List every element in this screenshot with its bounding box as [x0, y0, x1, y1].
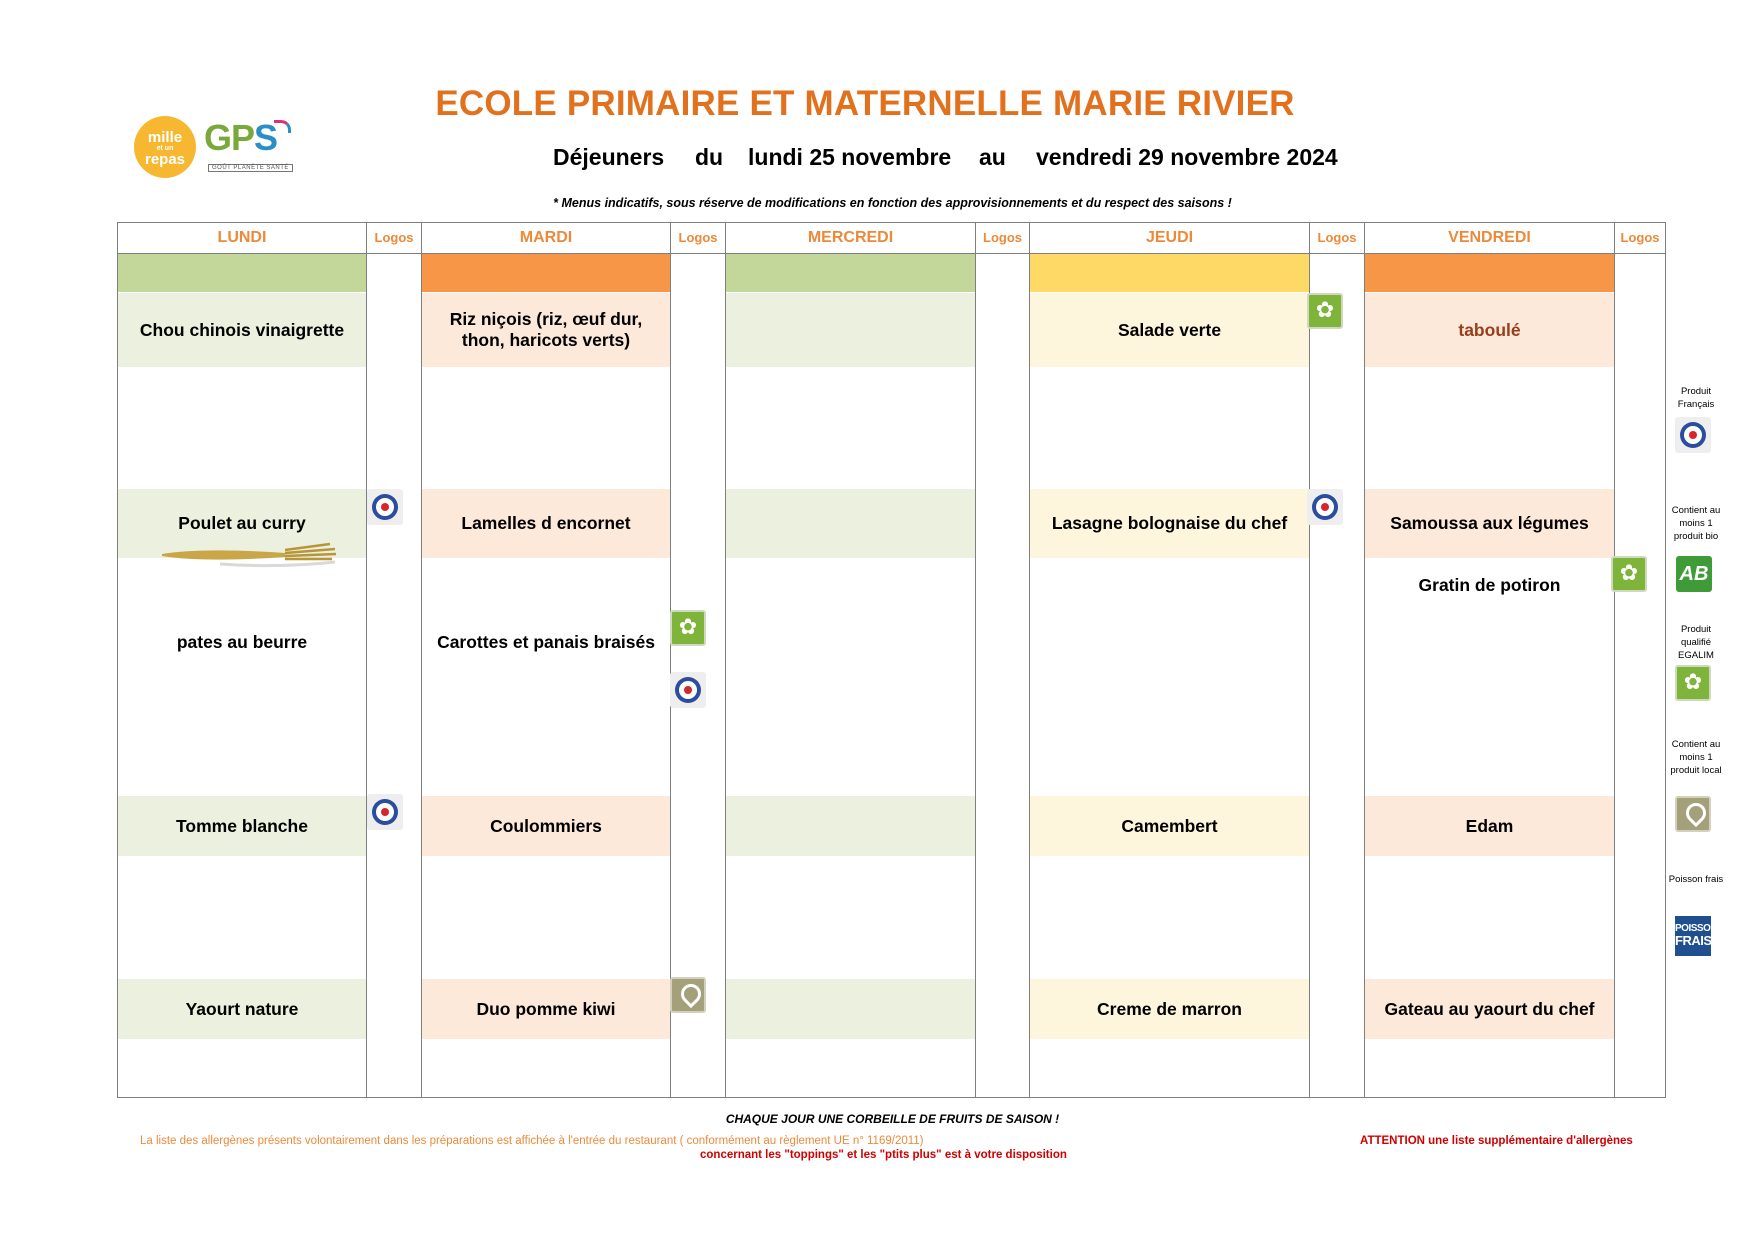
logos-header-mercredi: Logos [983, 230, 1022, 245]
mardi-plat: Lamelles d encornet [422, 489, 670, 558]
mardi-entree: Riz niçois (riz, œuf dur, thon, haricots verts) [422, 293, 670, 367]
attention-notice: ATTENTION une liste supplémentaire d'allergènes [1360, 1135, 1633, 1147]
subtitle-au: au [979, 144, 1006, 170]
lundi-entree: Chou chinois vinaigrette [118, 293, 366, 367]
organic-ab-icon: AB [1676, 556, 1712, 592]
mercredi-dessert [726, 979, 975, 1039]
gps-logo [204, 117, 294, 172]
french-product-icon [670, 672, 706, 708]
band-mercredi [726, 254, 975, 292]
lundi-accompagnement: pates au beurre [176, 632, 308, 652]
day-header-vendredi: VENDREDI [1448, 229, 1531, 246]
disclaimer: * Menus indicatifs, sous réserve de modifications en fonction des approvisionnements et du respect des saisons ! [553, 196, 1232, 210]
jeudi-entree: Salade verte [1030, 293, 1309, 367]
golden-fork-icon [160, 540, 340, 570]
mardi-dessert: Duo pomme kiwi [422, 979, 670, 1039]
gps-tagline: GOÛT PLANÈTE SANTÉ [208, 164, 293, 172]
local-pin-icon [670, 977, 706, 1013]
logo-mille-line3: repas [144, 151, 186, 168]
egalim-icon: ✿ [1611, 556, 1647, 592]
french-product-icon [1307, 489, 1343, 525]
logos-header-lundi: Logos [374, 230, 414, 245]
legend-poisson-label: Poisson frais [1668, 874, 1724, 885]
subtitle-start-date: lundi 25 novembre [748, 144, 952, 170]
day-header-mardi: MARDI [519, 229, 573, 246]
jeudi-plat: Lasagne bolognaise du chef [1030, 489, 1309, 558]
subtitle-end-date: vendredi 29 novembre 2024 [1036, 144, 1338, 170]
egalim-icon: ✿ [670, 610, 706, 646]
mercredi-plat [726, 489, 975, 558]
vendredi-dessert: Gateau au yaourt du chef [1365, 979, 1614, 1039]
fresh-fish-icon [1675, 916, 1718, 956]
gps-logo-a: GP [204, 117, 255, 158]
fish-mark-1: POISSON [1675, 923, 1718, 934]
day-header-lundi: LUNDI [217, 229, 267, 246]
gps-logo-b: S [254, 117, 278, 158]
jeudi-fromage: Camembert [1030, 796, 1309, 856]
day-header-jeudi: JEUDI [1145, 229, 1194, 246]
vendredi-fromage: Edam [1365, 796, 1614, 856]
mercredi-entree [726, 293, 975, 367]
local-pin-icon [1675, 796, 1711, 832]
egalim-icon: ✿ [1675, 665, 1711, 701]
vendredi-accompagnement: Gratin de potiron [1418, 575, 1561, 595]
fish-mark-2: FRAIS [1675, 933, 1712, 948]
logo-mille-line1: mille [147, 129, 183, 146]
french-product-icon [367, 489, 403, 525]
lundi-dessert: Yaourt nature [118, 979, 366, 1039]
vendredi-plat: Samoussa aux légumes [1365, 489, 1614, 558]
jeudi-dessert: Creme de marron [1030, 979, 1309, 1039]
mercredi-fromage [726, 796, 975, 856]
subtitle-dejeuners: Déjeuners [553, 144, 665, 170]
mardi-accompagnement: Carottes et panais braisés [437, 632, 655, 652]
french-product-icon [1675, 417, 1711, 453]
band-vendredi [1365, 254, 1614, 292]
subtitle-du: du [695, 144, 724, 170]
legend-egalim-label: Produit qualifié EGALIM [1678, 624, 1714, 661]
lundi-fromage: Tomme blanche [118, 796, 366, 856]
page-title: ECOLE PRIMAIRE ET MATERNELLE MARIE RIVIER [435, 84, 1295, 123]
band-mardi [422, 254, 670, 292]
egalim-icon: ✿ [1307, 293, 1343, 329]
legend-local-label: Contient au moins 1 produit local [1670, 739, 1722, 776]
mardi-fromage: Coulommiers [422, 796, 670, 856]
logos-header-mardi: Logos [678, 230, 718, 245]
allergens-notice: La liste des allergènes présents volontairement dans les préparations est affichée à l'entrée du restaurant ( conformément au règlement UE n° 1169/2011) [140, 1135, 924, 1147]
vendredi-entree: taboulé [1365, 293, 1614, 367]
mille-et-un-repas-logo [134, 116, 196, 178]
french-product-icon [367, 794, 403, 830]
logos-header-vendredi: Logos [1620, 230, 1660, 245]
band-jeudi [1030, 254, 1309, 292]
fruits-notice: CHAQUE JOUR UNE CORBEILLE DE FRUITS DE SAISON ! [725, 1112, 1060, 1126]
legend-francais-label: Produit Français [1677, 386, 1715, 410]
day-header-mercredi: MERCREDI [807, 229, 894, 246]
lundi-plat: Poulet au curry [118, 489, 366, 558]
logos-header-jeudi: Logos [1317, 230, 1357, 245]
toppings-notice: concernant les "toppings" et les "ptits plus" est à votre disposition [700, 1149, 1067, 1161]
legend-bio-label: Contient au moins 1 produit bio [1671, 505, 1721, 542]
logo-mille-line2: et un [156, 145, 174, 152]
band-lundi [118, 254, 366, 292]
